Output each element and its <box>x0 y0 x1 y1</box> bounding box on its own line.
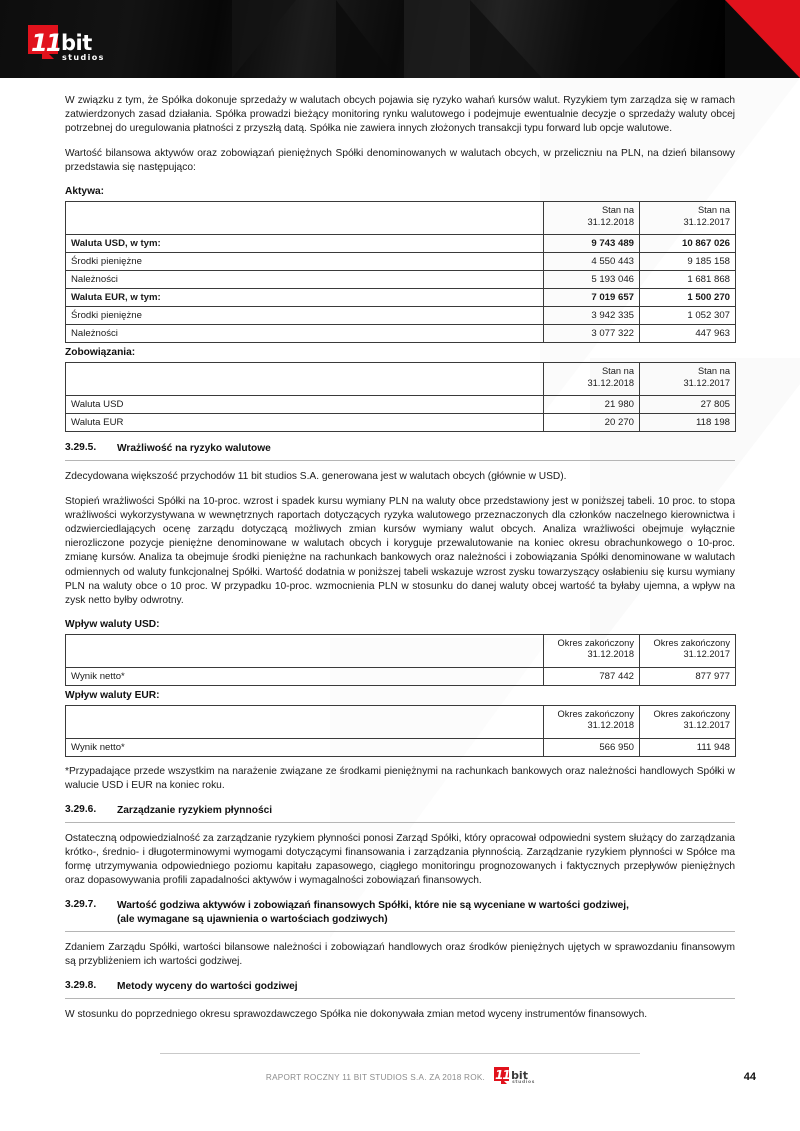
header-cell-2018 <box>544 363 640 396</box>
row-label: Waluta USD, w tym: <box>66 235 544 253</box>
header-line1: Stan na <box>601 205 634 216</box>
footer-report-title: RAPORT ROCZNY 11 BIT STUDIOS S.A. ZA 2018 ROK. <box>265 1073 486 1082</box>
paragraph-revenue-currency: Zdecydowana większość przychodów 11 bit studios S.A. generowana jest w walutach obcych (głównie w USD). <box>65 470 567 482</box>
header-facet <box>540 0 608 78</box>
paragraph-balance-intro: Wartość bilansowa aktywów oraz zobowiązań pieniężnych Spółki denominowanych w walutach obcych, w przeliczniu na PLN, na dzień bilansowy przedstawia się następująco: <box>65 148 735 174</box>
header-line1: Stan na <box>601 366 634 377</box>
row-value-2018: 9 743 489 <box>544 235 640 253</box>
table-row <box>66 325 736 343</box>
row-value-2017: 1 052 307 <box>640 307 736 325</box>
header-line2: 31.12.2018 <box>587 377 634 388</box>
header-cell-empty <box>66 363 544 396</box>
page-header-banner <box>0 0 800 78</box>
row-value-2017: 447 963 <box>640 325 736 343</box>
label-zobowiazania: Zobowiązania: <box>65 347 136 359</box>
section-heading-3-29-7 <box>65 899 735 932</box>
header-cell-empty <box>66 202 544 235</box>
table-wplyw-usd <box>65 634 736 686</box>
row-value-2018: 566 950 <box>544 738 640 756</box>
footer-logo-mark-text: 11 <box>495 1068 510 1082</box>
footer-logo-sub-text: studios <box>512 1080 536 1085</box>
label-wplyw-usd: Wpływ waluty USD: <box>65 618 160 630</box>
table-row <box>66 271 736 289</box>
paragraph-footnote: *Przypadające przede wszystkim na narażenie związane ze środkami pieniężnymi na rachunkach bankowych oraz należności handlowych Spółki w walucie USD i EUR na koniec roku. <box>65 765 735 791</box>
row-value-2018: 3 077 322 <box>544 325 640 343</box>
section-heading-3-29-8 <box>65 980 735 999</box>
header-cell-empty <box>66 634 544 667</box>
section-number: 3.29.8. <box>65 980 97 992</box>
header-line2: 31.12.2017 <box>683 216 730 227</box>
header-line2: 31.12.2017 <box>683 649 730 660</box>
row-label: Waluta EUR <box>66 414 544 432</box>
header-line1: Okres zakończony <box>653 637 730 648</box>
section-title: Metody wyceny do wartości godziwej <box>117 981 298 993</box>
row-label: Wynik netto* <box>66 667 544 685</box>
paragraph-valuation-methods: W stosunku do poprzedniego okresu sprawozdawczego Spółka nie dokonywała zmian metod wyceny instrumentów finansowych. <box>65 1008 648 1020</box>
label-wplyw-eur: Wpływ waluty EUR: <box>65 689 160 701</box>
header-line1: Okres zakończony <box>557 637 634 648</box>
row-value-2018: 3 942 335 <box>544 307 640 325</box>
row-label: Środki pieniężne <box>66 307 544 325</box>
table-row <box>66 738 736 756</box>
row-value-2017: 1 681 868 <box>640 271 736 289</box>
header-cell-2017 <box>640 634 736 667</box>
table-row <box>66 235 736 253</box>
section-title: Wartość godziwa aktywów i zobowiązań finansowych Spółki, które nie są wyceniane w wartości godziwej, <box>117 899 629 911</box>
header-cell-2017 <box>640 202 736 235</box>
section-heading-3-29-5 <box>65 442 735 461</box>
table-zobowiazania <box>65 362 736 432</box>
row-value-2018: 7 019 657 <box>544 289 640 307</box>
row-label: Należności <box>66 271 544 289</box>
logo-sub-text: studios <box>62 53 105 62</box>
section-title: Wrażliwość na ryzyko walutowe <box>117 443 271 455</box>
paragraph-currency-risk: W związku z tym, że Spółka dokonuje sprzedaży w walutach obcych pojawia się ryzyko wahań kursów walut. Ryzykiem tym zarządza się w ramach zatwierdzonych zasad działania. Spółka prowadzi bieżący monitoring rynku walutowego i podejmuje ewentualnie decyzje o sprzedaży waluty obcej potrzebnej do uregulowania płatności z przyszłą datą. Spółka nie zawiera innych złożonych transakcji typu forward lub opcje walutowe. <box>65 95 735 135</box>
header-cell-empty <box>66 705 544 738</box>
header-line2: 31.12.2018 <box>587 216 634 227</box>
table-row <box>66 289 736 307</box>
row-value-2018: 5 193 046 <box>544 271 640 289</box>
paragraph-sensitivity: Stopień wrażliwości Spółki na 10-proc. wzrost i spadek kursu wymiany PLN na waluty obce przedstawiony jest w poniższej tabeli. 10 proc. to stopa wrażliwości wykorzystywana w wewnętrznych raportach dotyczących ryzyka walutowego przeznaczonych dla członków naczelnego kierownictwa i odzwierciedlających ocenę zarządu dotyczącą możliwych zmian kursów wymiany walut obcych. Analiza wrażliwości obejmuje wyłącznie nierozliczone pozycje pieniężne denominowane w walutach obcych i koryguje przewalutowanie na koniec okresu obrachunkowego o 10-proc. zmianę kursów. Analiza ta obejmuje środki pieniężne na rachunkach bankowych oraz należności i zobowiązania Spółki denominowane w walutach odmiennych od waluty funkcjonalnej Spółki. Wartość dodatnia w poniższej tabeli wskazuje wzrost zysku towarzyszący osłabieniu się kursu wymiany PLN na waluty obce o 10 proc. W przypadku 10-proc. wzmocnienia PLN w stosunku do danej waluty obcej wartość ta byłaby ujemna, a wpływ na zysk netto byłby odwrotny. <box>65 496 735 606</box>
row-label: Waluta USD <box>66 396 544 414</box>
header-line2: 31.12.2017 <box>683 720 730 731</box>
company-logo <box>28 25 110 65</box>
row-value-2018: 787 442 <box>544 667 640 685</box>
table-header-row <box>66 363 736 396</box>
label-aktywa: Aktywa: <box>65 186 105 198</box>
row-value-2017: 10 867 026 <box>640 235 736 253</box>
row-label: Waluta EUR, w tym: <box>66 289 544 307</box>
page-number: 44 <box>743 1071 756 1083</box>
table-header-row <box>66 705 736 738</box>
header-line1: Okres zakończony <box>653 708 730 719</box>
page-content <box>0 78 800 1033</box>
footer-logo-word-text: bit <box>511 1069 528 1082</box>
page-footer <box>0 1041 800 1131</box>
table-wplyw-eur <box>65 705 736 757</box>
row-value-2017: 111 948 <box>640 738 736 756</box>
row-value-2017: 118 198 <box>640 414 736 432</box>
table-row <box>66 414 736 432</box>
table-row <box>66 307 736 325</box>
header-line1: Stan na <box>697 205 730 216</box>
section-heading-3-29-6 <box>65 804 735 823</box>
header-facet <box>404 0 474 78</box>
table-header-row <box>66 634 736 667</box>
paragraph-fair-value: Zdaniem Zarządu Spółki, wartości bilansowe należności i zobowiązań handlowych oraz środków pieniężnych ujętych w sprawozdaniu finansowym są przybliżeniem ich wartości godziwej. <box>65 941 735 967</box>
section-number: 3.29.6. <box>65 804 97 815</box>
table-aktywa <box>65 201 736 343</box>
header-facet <box>336 0 396 78</box>
row-value-2017: 9 185 158 <box>640 253 736 271</box>
table-header-row <box>66 202 736 235</box>
section-title: Zarządzanie ryzykiem płynności <box>117 805 273 816</box>
footer-company-logo <box>494 1067 534 1088</box>
logo-word-text: bit <box>61 31 92 55</box>
table-row <box>66 667 736 685</box>
header-facet <box>232 0 296 78</box>
row-value-2018: 20 270 <box>544 414 640 432</box>
section-number: 3.29.7. <box>65 898 97 910</box>
footer-divider <box>160 1053 640 1054</box>
header-facet <box>660 0 722 78</box>
header-line2: 31.12.2018 <box>587 720 634 731</box>
row-value-2018: 4 550 443 <box>544 253 640 271</box>
row-value-2017: 27 805 <box>640 396 736 414</box>
row-label: Wynik netto* <box>66 738 544 756</box>
header-red-triangle-icon <box>725 0 800 78</box>
header-line1: Stan na <box>697 366 730 377</box>
table-row <box>66 396 736 414</box>
row-label: Środki pieniężne <box>66 253 544 271</box>
header-cell-2018 <box>544 202 640 235</box>
header-line1: Okres zakończony <box>557 708 634 719</box>
row-value-2017: 877 977 <box>640 667 736 685</box>
header-cell-2018 <box>544 705 640 738</box>
header-cell-2018 <box>544 634 640 667</box>
section-title-line2: (ale wymagane są ujawnienia o wartościach godziwych) <box>117 914 388 926</box>
header-cell-2017 <box>640 363 736 396</box>
table-row <box>66 253 736 271</box>
logo-mark-text: 11 <box>31 29 61 57</box>
header-facet <box>470 0 542 78</box>
header-facet <box>160 0 230 78</box>
paragraph-liquidity: Ostateczną odpowiedzialność za zarządzanie ryzykiem płynności ponosi Zarząd Spółki, który opracował odpowiedni system służący do zarządzania krótko-, średnio- i długoterminowymi wymogami dotyczącymi finansowania i zarządzania płynnością. Zarządzanie ryzykiem płynności w Spółce ma formę utrzymywania odpowiedniego poziomu kapitału zapasowego, ciągłego monitoringu prognozowanych i faktycznych przepływów pieniężnych oraz dopasowywania profili zapadalności aktywów i wymagalności zobowiązań finansowych. <box>65 832 735 886</box>
header-cell-2017 <box>640 705 736 738</box>
row-value-2017: 1 500 270 <box>640 289 736 307</box>
row-value-2018: 21 980 <box>544 396 640 414</box>
section-number: 3.29.5. <box>65 442 97 454</box>
header-line2: 31.12.2018 <box>587 649 634 660</box>
header-line2: 31.12.2017 <box>683 377 730 388</box>
row-label: Należności <box>66 325 544 343</box>
